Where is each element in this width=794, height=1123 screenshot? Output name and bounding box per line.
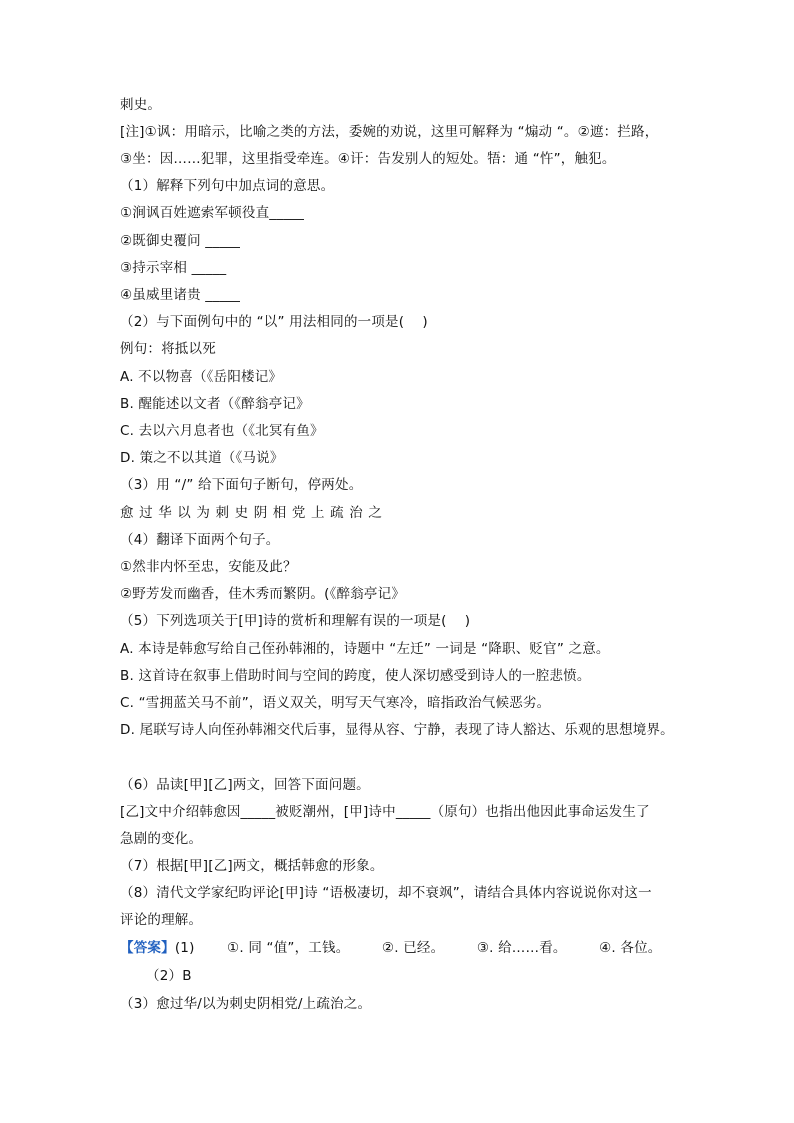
translation-item: ①然非内怀至忠，安能及此？	[120, 559, 297, 575]
option-d: D. 策之不以其道（《马说》	[120, 450, 284, 466]
answer-3: （3）愈过华/以为刺史阴相党/上疏治之。	[120, 996, 372, 1012]
sentence-to-punctuate: 愈过华以为刺史阴相党上疏治之	[120, 505, 388, 521]
question-5-prompt: （5）下列选项关于[甲]诗的赏析和理解有误的一项是( )	[120, 613, 471, 629]
question-1-item: ③持示宰相 _____	[120, 260, 227, 276]
question-7-prompt: （7）根据[甲][乙]两文，概括韩愈的形象。	[120, 858, 384, 874]
question-1-item: ②既御史覆问 _____	[120, 233, 241, 249]
option-c: C. 去以六月息者也（《北冥有鱼》	[120, 423, 324, 439]
question-8-text: 评论的理解。	[120, 912, 203, 928]
example-sentence: 例句：将抵以死	[120, 341, 216, 357]
question-1-item: ①涧讽百姓遮索军顿役直_____	[120, 205, 305, 221]
annotation-line: ③坐：因……犯罪，这里指受牵连。④讦：告发别人的短处。牾：通 “忤”，触犯。	[120, 151, 616, 167]
answer-tag: 【答案】	[120, 940, 175, 956]
option-b: B. 这首诗在叙事上借助时间与空间的跨度，使人深切感受到诗人的一腔悲愤。	[120, 668, 591, 684]
question-8-prompt: （8）清代文学家纪昀评论[甲]诗 “语极凄切，却不衰飒”，请结合具体内容说说你对这一	[120, 885, 652, 901]
answer-1-item: ③. 给……看。	[476, 940, 567, 956]
question-6-text: [乙]文中介绍韩愈因_____被贬潮州，[甲]诗中_____（原句）也指出他因此事命运发生了	[120, 804, 650, 820]
answer-1-label: (1)	[174, 940, 195, 956]
annotation-line: [注]①讽：用暗示，比喻之类的方法，委婉的劝说，这里可解释为 “煽动 “。②遮：拦路，	[120, 124, 659, 140]
option-b: B. 醒能述以文者（《醉翁亭记》	[120, 396, 310, 412]
question-1-item: ④虽威里诸贵 _____	[120, 287, 241, 303]
question-2-prompt: （2）与下面例句中的 “以” 用法相同的一项是( )	[120, 314, 428, 330]
answer-2: （2）B	[146, 968, 192, 984]
question-1-prompt: （1）解释下列句中加点词的意思。	[120, 178, 335, 194]
answer-1-item: ④. 各位。	[599, 940, 662, 956]
text-line: 刺史。	[120, 97, 162, 113]
answer-line	[120, 938, 662, 958]
translation-item: ②野芳发而幽香，佳木秀而繁阴。(《醉翁亭记》	[120, 586, 406, 602]
option-d: D. 尾联写诗人向侄孙韩湘交代后事，显得从容、宁静，表现了诗人豁达、乐观的思想境界。	[120, 722, 674, 738]
answer-1-item: ①. 同 “值”，工钱。	[227, 940, 350, 956]
option-a: A. 不以物喜（《岳阳楼记》	[120, 369, 283, 385]
question-6-prompt: （6）品读[甲][乙]两文，回答下面问题。	[120, 777, 370, 793]
question-6-text: 急剧的变化。	[120, 831, 203, 847]
option-c: C. “雪拥蓝关马不前”，语义双关，明写天气寒冷，暗指政治气候恶劣。	[120, 695, 551, 711]
question-4-prompt: （4）翻译下面两个句子。	[120, 532, 280, 548]
option-a: A. 本诗是韩愈写给自己侄孙韩湘的，诗题中 “左迁” 一词是 “降职、贬官” 之意。	[120, 641, 610, 657]
answer-1-item: ②. 已经。	[381, 940, 445, 956]
question-3-prompt: （3）用 “/” 给下面句子断句，停两处。	[120, 477, 363, 493]
